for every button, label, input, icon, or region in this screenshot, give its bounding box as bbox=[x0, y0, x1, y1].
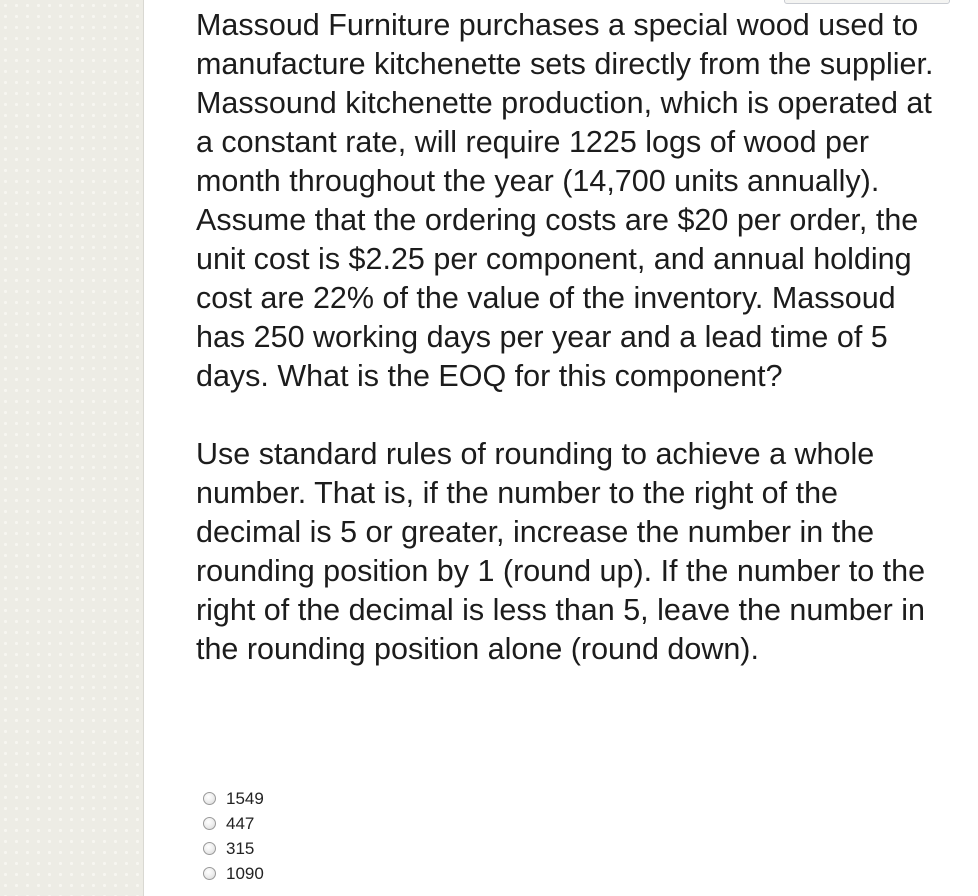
rounding-instructions: Use standard rules of rounding to achieve a whole number. That is, if the number to the right of the decimal is 5 or greater, increase the number in the rounding position by 1 (round up). If the number to the right of the decimal is less than 5, leave the number in the rounding position alone (round down). bbox=[196, 437, 926, 666]
radio-button[interactable] bbox=[203, 842, 216, 855]
answer-option[interactable] bbox=[203, 811, 264, 836]
question-text bbox=[196, 6, 936, 669]
answer-option[interactable] bbox=[203, 836, 264, 861]
radio-button[interactable] bbox=[203, 867, 216, 880]
answer-option[interactable] bbox=[203, 861, 264, 886]
radio-button[interactable] bbox=[203, 817, 216, 830]
answer-options bbox=[203, 786, 264, 886]
option-label[interactable]: 1549 bbox=[226, 789, 264, 808]
option-label[interactable]: 447 bbox=[226, 814, 255, 833]
answer-option[interactable] bbox=[203, 786, 264, 811]
top-tab[interactable] bbox=[784, 0, 950, 4]
option-label[interactable]: 1090 bbox=[226, 864, 264, 883]
radio-button[interactable] bbox=[203, 792, 216, 805]
question-panel bbox=[143, 0, 978, 896]
question-paragraph: Massoud Furniture purchases a special wood used to manufacture kitchenette sets directly from the supplier. Massound kitchenette production, which is operated at a constant rate, will require 1225 logs of wood per month throughout the year (14,700 units annually). Assume that the ordering costs are $20 per order, the unit cost is $2.25 per component, and annual holding cost are 22% of the value of the inventory. Massoud has 250 working days per year and a lead time of 5 days. What is the EOQ for this component? bbox=[196, 8, 934, 393]
option-label[interactable]: 315 bbox=[226, 839, 255, 858]
